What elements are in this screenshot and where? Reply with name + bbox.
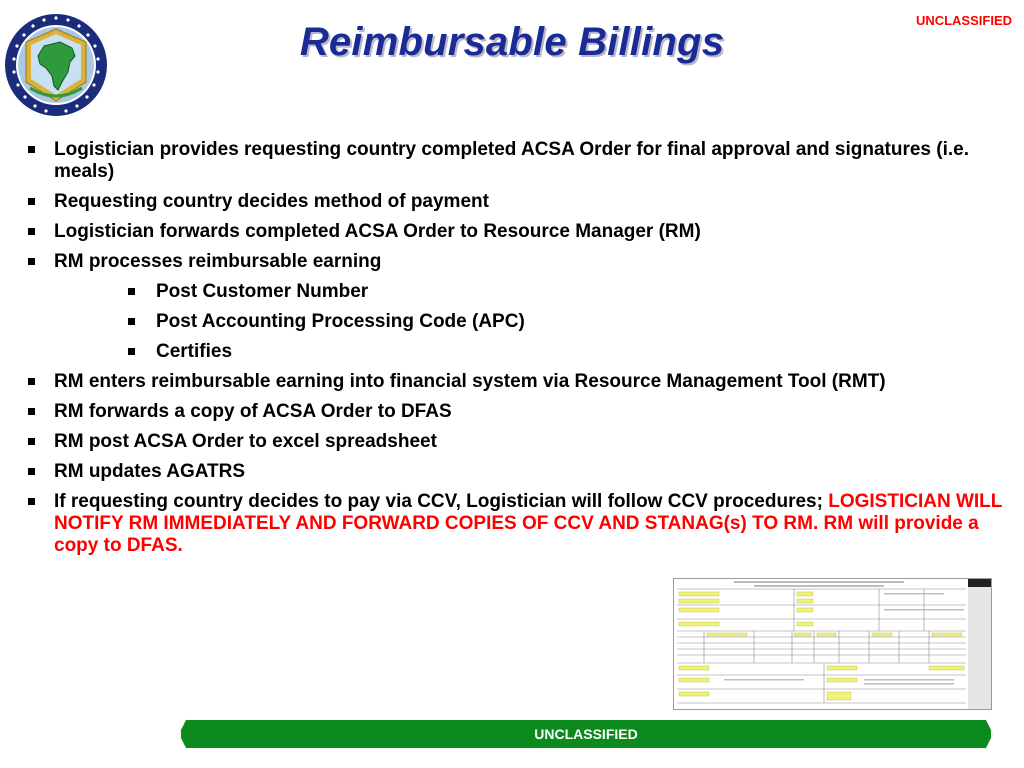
bullet-item <box>22 139 1012 183</box>
bullet-item <box>22 431 1012 453</box>
bullet-text: Certifies <box>156 341 233 362</box>
sub-bullet-item <box>22 281 1012 303</box>
bullet-text: RM processes reimbursable earning <box>54 251 382 272</box>
bullet-square-icon <box>28 198 35 205</box>
bullet-square-icon <box>28 228 35 235</box>
bullet-square-icon <box>28 258 35 265</box>
bullet-text: RM forwards a copy of ACSA Order to DFAS <box>54 401 452 422</box>
bullet-square-icon <box>128 348 135 355</box>
bullet-square-icon <box>28 498 35 505</box>
bullet-square-icon <box>28 438 35 445</box>
bullet-item <box>22 191 1012 213</box>
bullet-item <box>22 461 1012 483</box>
acsa-order-form-image <box>673 578 992 710</box>
bullet-item <box>22 221 1012 243</box>
bullet-square-icon <box>128 288 135 295</box>
bullet-text: Post Accounting Processing Code (APC) <box>156 311 525 332</box>
sub-bullet-item <box>22 311 1012 333</box>
bullet-text: Post Customer Number <box>156 281 369 302</box>
bullet-item <box>22 401 1012 423</box>
bullet-text: Logistician provides requesting country completed ACSA Order for final approval and signatures (i.e. meals) <box>54 139 969 182</box>
slide-title: Reimbursable Billings <box>299 20 725 64</box>
sub-bullet-item <box>22 341 1012 363</box>
bullet-item <box>22 251 1012 273</box>
bullet-square-icon <box>28 408 35 415</box>
bullet-item <box>22 371 1012 393</box>
bullet-text: RM post ACSA Order to excel spreadsheet <box>54 431 437 452</box>
classification-marking-bottom: UNCLASSIFIED <box>534 726 638 742</box>
bullet-square-icon <box>28 146 35 153</box>
bullet-item <box>22 491 1012 557</box>
bullet-text: RM updates AGATRS <box>54 461 246 482</box>
bullet-emphasis-text: LOGISTICIAN WILL NOTIFY RM IMMEDIATELY AND FORWARD COPIES OF CCV AND STANAG(s) TO RM. RM will provide a copy to DFAS. <box>54 491 1003 556</box>
bullet-text: Logistician forwards completed ACSA Order to Resource Manager (RM) <box>54 221 701 242</box>
bullet-square-icon <box>28 378 35 385</box>
bullet-list <box>22 139 1012 565</box>
bullet-square-icon <box>128 318 135 325</box>
bullet-square-icon <box>28 468 35 475</box>
bullet-text: RM enters reimbursable earning into financial system via Resource Management Tool (RMT) <box>54 371 886 392</box>
bullet-text: Requesting country decides method of payment <box>54 191 489 212</box>
bullet-text: If requesting country decides to pay via CCV, Logistician will follow CCV procedures; <box>54 491 829 512</box>
classification-marking-top: UNCLASSIFIED <box>915 13 1012 28</box>
